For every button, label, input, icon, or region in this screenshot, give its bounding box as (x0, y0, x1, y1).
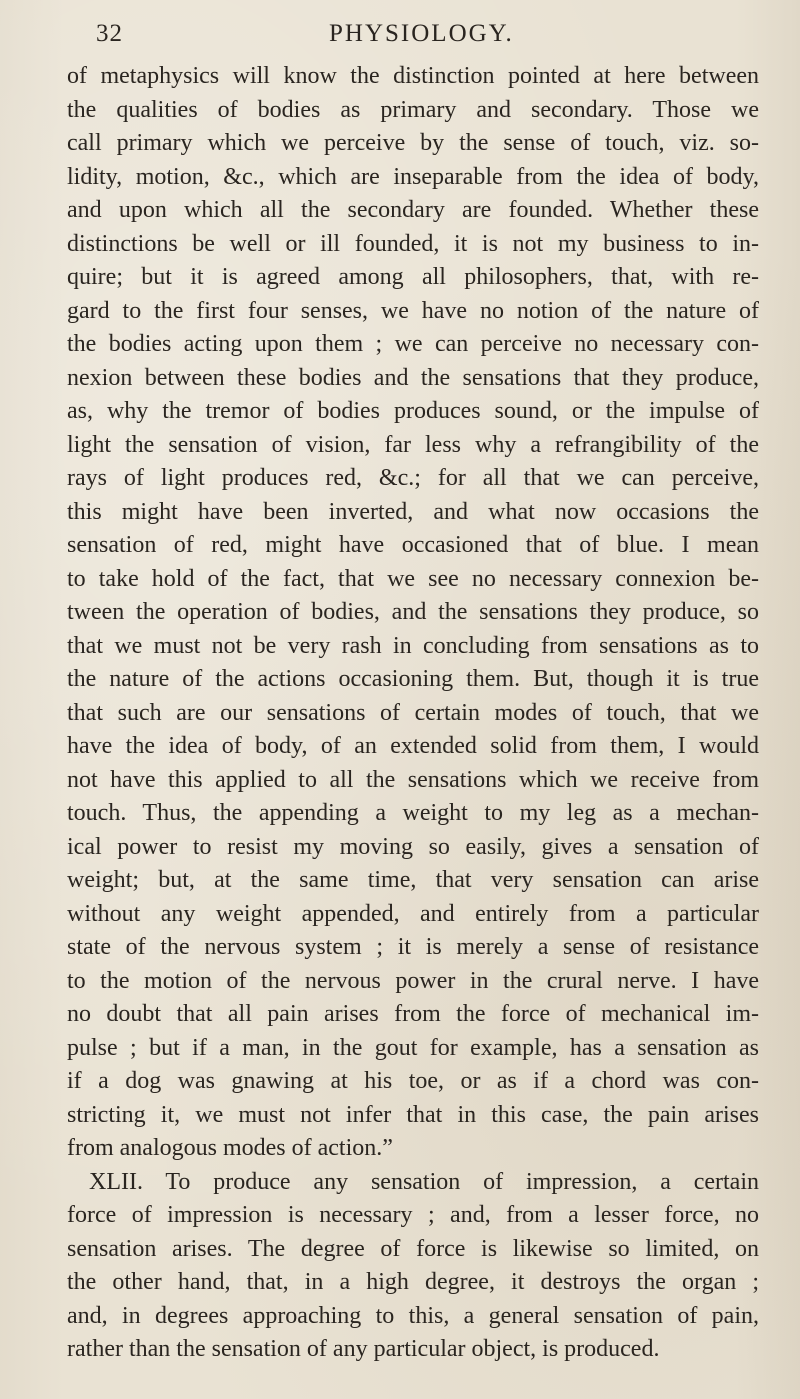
text-line: this might have been inverted, and what now occasions the (67, 498, 759, 525)
text-line: sensation arises. The degree of force is likewise so limited, on (67, 1235, 759, 1262)
text-line: light the sensation of vision, far less why a refrangibility of the (67, 431, 759, 458)
text-line: to take hold of the fact, that we see no necessary connexion be- (67, 565, 759, 592)
text-line: rays of light produces red, &c.; for all that we can perceive, (67, 465, 759, 491)
text-line: distinctions be well or ill founded, it is not my business to in- (67, 230, 759, 257)
text-line: state of the nervous system ; it is merely a sense of resistance (67, 934, 759, 960)
text-line: the bodies acting upon them ; we can perceive no necessary con- (67, 331, 759, 357)
text-line: without any weight appended, and entirely from a particular (67, 900, 759, 927)
page-number: 32 (96, 20, 123, 47)
text-line: force of impression is necessary ; and, from a lesser force, no (67, 1202, 759, 1228)
text-line: from analogous modes of action.” (67, 1135, 393, 1161)
text-line: gard to the first four senses, we have no notion of the nature of (67, 297, 759, 324)
text-line: stricting it, we must not infer that in this case, the pain arises (67, 1101, 759, 1128)
text-line: weight; but, at the same time, that very sensation can arise (67, 867, 759, 893)
text-line: have the idea of body, of an extended solid from them, I would (67, 733, 759, 759)
text-line: as, why the tremor of bodies produces sound, or the impulse of (67, 398, 759, 424)
text-line: and, in degrees approaching to this, a general sensation of pain, (67, 1302, 759, 1329)
text-line: no doubt that all pain arises from the force of mechanical im- (67, 1001, 759, 1027)
text-line: tween the operation of bodies, and the sensations they produce, so (67, 599, 759, 625)
text-line: sensation of red, might have occasioned that of blue. I mean (67, 532, 759, 558)
text-line: rather than the sensation of any particular object, is produced. (67, 1336, 660, 1362)
text-line: the nature of the actions occasioning them. But, though it is true (67, 666, 759, 692)
text-line: touch. Thus, the appending a weight to my leg as a mechan- (67, 800, 759, 826)
text-line: and upon which all the secondary are founded. Whether these (67, 197, 759, 223)
text-line: pulse ; but if a man, in the gout for example, has a sensation as (67, 1034, 759, 1061)
text-line: lidity, motion, &c., which are inseparable from the idea of body, (67, 163, 759, 190)
text-line: quire; but it is agreed among all philosophers, that, with re- (67, 264, 759, 290)
text-line: that such are our sensations of certain modes of touch, that we (67, 699, 759, 726)
text-line: if a dog was gnawing at his toe, or as if a chord was con- (67, 1068, 759, 1094)
running-title: PHYSIOLOGY. (329, 20, 514, 47)
text-line: the qualities of bodies as primary and secondary. Those we (67, 96, 759, 123)
text-line: nexion between these bodies and the sensations that they produce, (67, 364, 759, 391)
text-line: the other hand, that, in a high degree, it destroys the organ ; (67, 1269, 759, 1295)
text-line: call primary which we perceive by the sense of touch, viz. so- (67, 130, 759, 156)
text-line: ical power to resist my moving so easily, gives a sensation of (67, 833, 759, 860)
running-head (96, 20, 736, 50)
section-heading-line: XLII. To produce any sensation of impression, a certain (89, 1168, 759, 1195)
text-line: not have this applied to all the sensations which we receive from (67, 766, 759, 793)
text-line: of metaphysics will know the distinction pointed at here between (67, 63, 759, 89)
body-text (67, 60, 759, 1367)
text-line: that we must not be very rash in concluding from sensations as to (67, 632, 759, 659)
text-line: to the motion of the nervous power in the crural nerve. I have (67, 967, 759, 994)
